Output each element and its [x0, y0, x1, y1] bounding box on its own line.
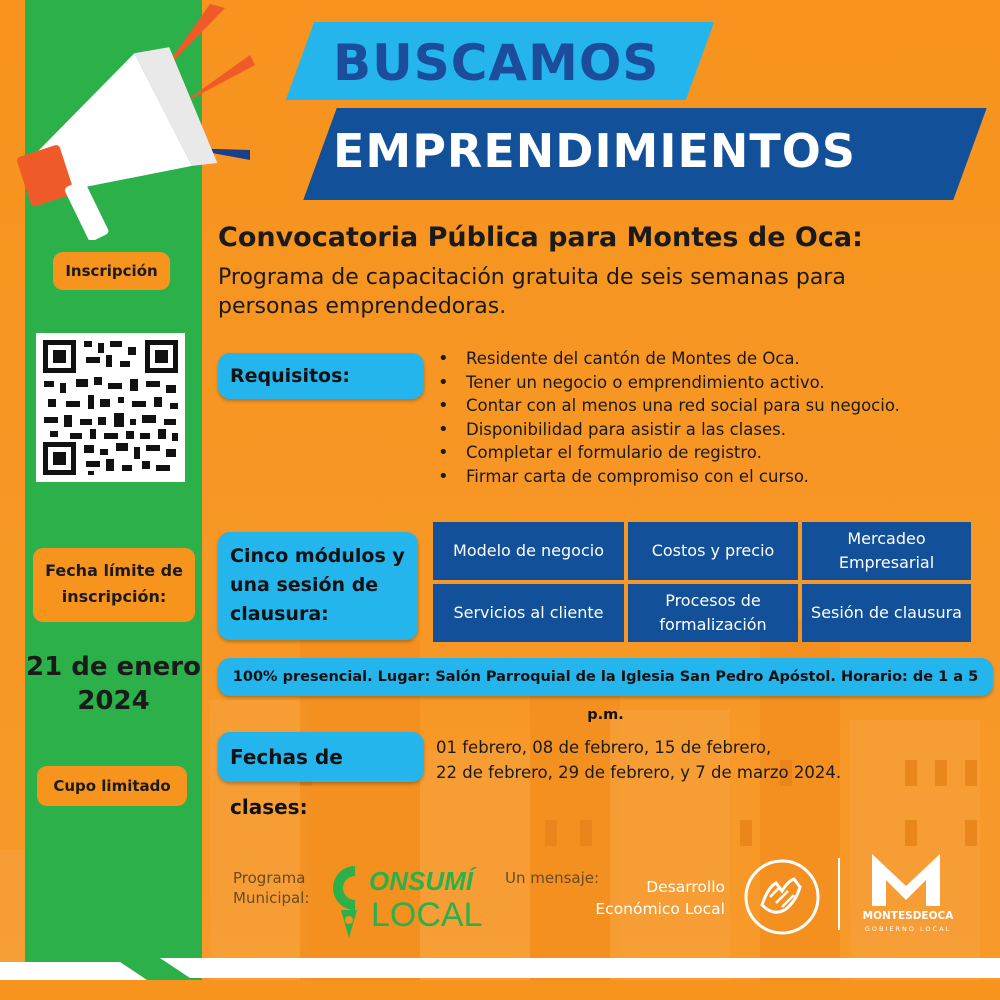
svg-text:ONSUMÍ: ONSUMÍ: [369, 866, 473, 896]
convocatoria-subtitle: Programa de capacitación gratuita de seis semanas para personas emprendedoras.: [218, 265, 846, 319]
programa-label: Programa Municipal:: [233, 869, 310, 907]
list-item: • Firmar carta de compromiso con el curso.: [438, 465, 900, 489]
fecha-limite-badge: Fecha límite de inscripción:: [33, 548, 195, 622]
qr-code-graphic: [36, 333, 185, 482]
mensaje-label: Un mensaje:: [505, 869, 600, 887]
fechas-line-1: 01 febrero, 08 de febrero, 15 de febrero,: [436, 738, 772, 757]
fechas-line-2: 22 de febrero, 29 de febrero, y 7 de marzo 2024.: [436, 763, 842, 782]
fecha-limite-value: 21 de enero 2024: [26, 652, 201, 716]
module-cell: Sesión de clausura: [802, 584, 971, 642]
megaphone-icon: [10, 0, 260, 240]
montes-de-oca-logo-text: MONTESDEOCA: [862, 910, 954, 922]
fechas-text: [436, 735, 841, 785]
convocatoria-title: Convocatoria Pública para Montes de Oca:: [218, 222, 863, 253]
modulos-grid: [433, 522, 971, 642]
footer-divider: [838, 858, 840, 930]
module-cell: Mercadeo Empresarial: [802, 522, 971, 580]
module-cell: Servicios al cliente: [433, 584, 624, 642]
title-line-1: BUSCAMOS: [333, 34, 660, 92]
hands-logo: [742, 857, 822, 937]
title-line-2: EMPRENDIMIENTOS: [333, 124, 856, 178]
bottom-stripe: [0, 950, 1000, 1000]
requisitos-label: Requisitos:: [218, 353, 424, 399]
montes-de-oca-logo: [858, 848, 958, 910]
svg-text:LOCAL: LOCAL: [371, 896, 483, 934]
list-item: • Tener un negocio o emprendimiento activo.: [438, 371, 900, 395]
fechas-label: Fechas de clases:: [218, 732, 424, 782]
modulos-label: Cinco módulos y una sesión de clausura:: [218, 532, 418, 640]
cupo-limitado-badge: Cupo limitado: [37, 766, 187, 806]
list-item: • Disponibilidad para asistir a las clases.: [438, 418, 900, 442]
module-cell: Modelo de negocio: [433, 522, 624, 580]
requisitos-list: [438, 347, 900, 488]
consumi-local-logo: [323, 848, 483, 943]
module-cell: Costos y precio: [628, 522, 798, 580]
qr-code[interactable]: [36, 333, 185, 482]
inscripcion-badge: Inscripción: [53, 252, 170, 290]
module-cell: Procesos de formalización: [628, 584, 798, 642]
list-item: • Completar el formulario de registro.: [438, 441, 900, 465]
list-item: • Contar con al menos una red social para su negocio.: [438, 394, 900, 418]
list-item: • Residente del cantón de Montes de Oca.: [438, 347, 900, 371]
desarrollo-label: Desarrollo Económico Local: [595, 878, 725, 918]
montes-de-oca-logo-subtext: GOBIERNO LOCAL: [864, 925, 952, 933]
info-bar: 100% presencial. Lugar: Salón Parroquial de la Iglesia San Pedro Apóstol. Horario: de 1 a 5 p.m.: [218, 658, 993, 696]
